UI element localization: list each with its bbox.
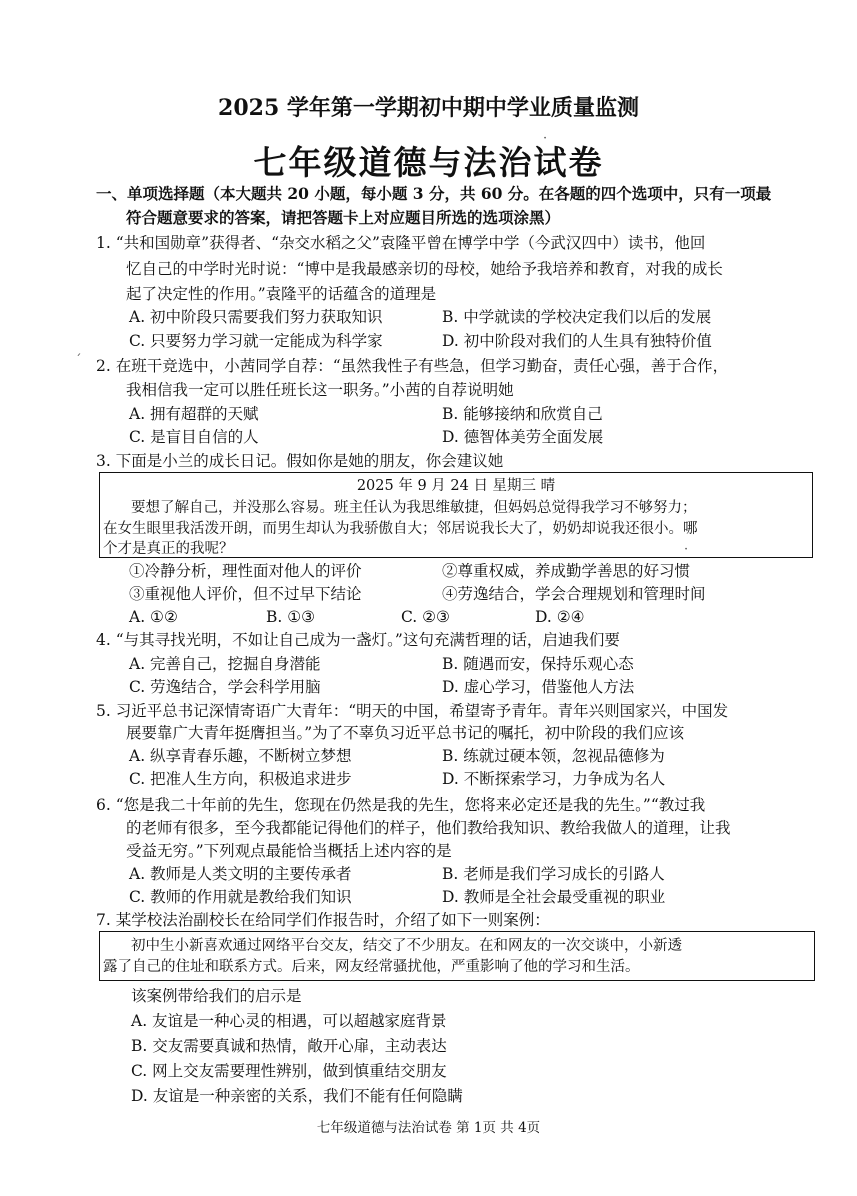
- section-instruction-1: 一、单项选择题（本大题共 20 小题，每小题 3 分，共 60 分。在各题的四个选项中，只有一项最: [96, 184, 772, 203]
- q7-stem: 7. 某学校法治副校长在给同学们作报告时，介绍了如下一则案例：: [96, 911, 550, 929]
- q6-option-b: B. 老师是我们学习成长的引路人: [442, 865, 665, 883]
- q1-stem-line2: 忆自己的中学时光时说：“博中是我最感亲切的母校，她给予我培养和教育，对我的成长: [126, 260, 723, 278]
- q1-option-d: D. 初中阶段对我们的人生具有独特价值: [442, 332, 712, 350]
- scan-dot: ·: [684, 542, 689, 557]
- diary-line1: 要想了解自己，并没那么容易。班主任认为我思维敏捷，但妈妈总觉得我学习不够努力；: [131, 500, 697, 516]
- q4-option-b: B. 随遇而安，保持乐观心态: [442, 655, 634, 673]
- page-footer: 七年级道德与法治试卷 第 1页 共 4页: [316, 1120, 541, 1136]
- q7-option-d: D. 友谊是一种亲密的关系，我们不能有任何隐瞒: [131, 1087, 463, 1105]
- scan-tick: ˊ: [75, 353, 82, 368]
- q7-option-c: C. 网上交友需要理性辨别，做到慎重结交朋友: [131, 1062, 447, 1080]
- q1-stem-line1: 1. “共和国勋章”获得者、“杂交水稻之父”袁隆平曾在博学中学（今武汉四中）读书，他回: [96, 234, 706, 252]
- case-line2: 露了自己的住址和联系方式。后来，网友经常骚扰他，严重影响了他的学习和生活。: [103, 959, 640, 975]
- section-instruction-2: 符合题意要求的答案，请把答题卡上对应题目所选的选项涂黑）: [126, 208, 561, 227]
- q3-option-d: D. ②④: [535, 608, 585, 626]
- q6-option-d: D. 教师是全社会最受重视的职业: [442, 888, 666, 906]
- q2-option-c: C. 是盲目自信的人: [129, 428, 259, 446]
- q3-statement-2: ②尊重权威，养成勤学善思的好习惯: [442, 562, 691, 580]
- q7-question: 该案例带给我们的启示是: [131, 987, 302, 1005]
- q5-option-b: B. 练就过硬本领，忽视品德修为: [442, 747, 665, 765]
- q1-option-a: A. 初中阶段只需要我们努力获取知识: [129, 308, 383, 326]
- q6-stem-line2: 的老师有很多，至今我都能记得他们的样子，他们教给我知识、教给我做人的道理，让我: [126, 819, 731, 837]
- q4-option-a: A. 完善自己，挖掘自身潜能: [129, 655, 321, 673]
- q7-option-b: B. 交友需要真诚和热情，敞开心扉，主动表达: [131, 1037, 447, 1055]
- q2-option-a: A. 拥有超群的天赋: [129, 405, 259, 423]
- q2-stem-line1: 2. 在班干竞选中，小茜同学自荐：“虽然我性子有些急，但学习勤奋，责任心强，善于合作，: [96, 357, 729, 375]
- q3-option-c: C. ②③: [401, 608, 450, 626]
- q1-option-c: C. 只要努力学习就一定能成为科学家: [129, 332, 383, 350]
- q4-option-d: D. 虚心学习，借鉴他人方法: [442, 678, 635, 696]
- q6-option-c: C. 教师的作用就是教给我们知识: [129, 888, 352, 906]
- scan-dot: ·: [543, 131, 548, 146]
- q3-stem: 3. 下面是小兰的成长日记。假如你是她的朋友，你会建议她: [96, 452, 504, 470]
- diary-line2: 在女生眼里我活泼开朗，而男生却认为我骄傲自大；邻居说我长大了，奶奶却说我还很小。哪: [103, 521, 698, 537]
- q6-option-a: A. 教师是人类文明的主要传承者: [129, 865, 352, 883]
- q1-stem-line3: 起了决定性的作用。”袁隆平的话蕴含的道理是: [126, 285, 437, 303]
- q5-option-d: D. 不断探索学习，力争成为名人: [442, 770, 666, 788]
- diary-date: 2025 年 9 月 24 日 星期三 晴: [356, 478, 556, 494]
- q3-option-b: B. ①③: [266, 608, 316, 626]
- q3-option-a: A. ①②: [129, 608, 178, 626]
- q5-option-c: C. 把准人生方向，积极追求进步: [129, 770, 352, 788]
- q3-statement-4: ④劳逸结合，学会合理规划和管理时间: [442, 585, 706, 603]
- exam-title-line1: 2025 学年第一学期初中期中学业质量监测: [218, 95, 639, 121]
- q5-stem-line2: 展要靠广大青年挺膺担当。”为了不辜负习近平总书记的嘱托，初中阶段的我们应该: [126, 724, 685, 742]
- q5-option-a: A. 纵享青春乐趣，不断树立梦想: [129, 747, 352, 765]
- q5-stem-line1: 5. 习近平总书记深情寄语广大青年：“明天的中国，希望寄予青年。青年兴则国家兴，中国发: [96, 702, 729, 720]
- q2-option-b: B. 能够接纳和欣赏自己: [442, 405, 603, 423]
- q4-option-c: C. 劳逸结合，学会科学用脑: [129, 678, 321, 696]
- q6-stem-line1: 6. “您是我二十年前的先生，您现在仍然是我的先生，您将来必定还是我的先生。”“教过我: [96, 796, 706, 814]
- q1-option-b: B. 中学就读的学校决定我们以后的发展: [442, 308, 712, 326]
- q3-statement-3: ③重视他人评价，但不过早下结论: [129, 585, 362, 603]
- case-line1: 初中生小新喜欢通过网络平台交友，结交了不少朋友。在和网友的一次交谈中，小新透: [131, 938, 682, 954]
- exam-title: 七年级道德与法治试卷: [253, 143, 604, 182]
- q4-stem: 4. “与其寻找光明，不如让自己成为一盏灯。”这句充满哲理的话，启迪我们要: [96, 631, 620, 649]
- diary-line3: 个才是真正的我呢？: [103, 541, 234, 557]
- q2-stem-line2: 我相信我一定可以胜任班长这一职务。”小茜的自荐说明她: [126, 381, 514, 399]
- q6-stem-line3: 受益无穷。”下列观点最能恰当概括上述内容的是: [126, 842, 452, 860]
- q7-option-a: A. 友谊是一种心灵的相遇，可以超越家庭背景: [131, 1012, 447, 1030]
- q2-option-d: D. 德智体美劳全面发展: [442, 428, 604, 446]
- q3-statement-1: ①冷静分析，理性面对他人的评价: [129, 562, 362, 580]
